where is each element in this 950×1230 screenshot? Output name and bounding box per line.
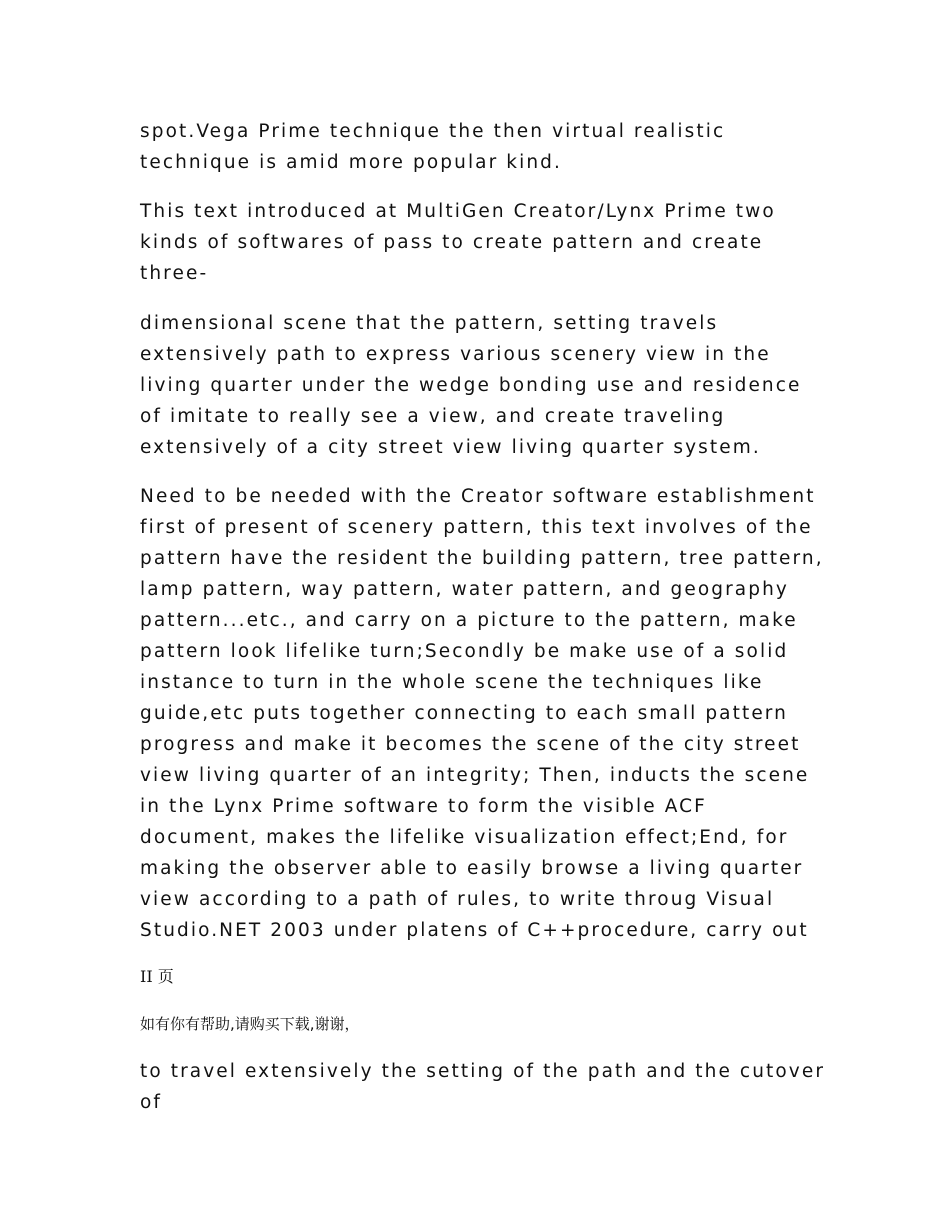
text-line: first of present of scenery pattern, this text involves of the xyxy=(140,517,813,538)
download-notice: 如有你有帮助,请购买下载,谢谢， xyxy=(140,1015,360,1033)
text-line: document, makes the lifelike visualization effect;End, for xyxy=(140,827,789,848)
text-line: This text introduced at MultiGen Creator/Lynx Prime two xyxy=(140,201,776,222)
paragraph-software xyxy=(140,196,820,289)
text-line: to travel extensively the setting of the path and the cutover xyxy=(140,1061,826,1082)
text-line: pattern have the resident the building pattern, tree pattern, xyxy=(140,548,824,569)
text-line: three- xyxy=(140,263,209,284)
paragraph-continuation xyxy=(140,1056,826,1118)
text-line: pattern...etc., and carry on a picture to the pattern, make xyxy=(140,610,798,631)
text-line: technique is amid more popular kind. xyxy=(140,152,563,173)
text-line: instance to turn in the whole scene the techniques like xyxy=(140,672,764,693)
text-line: lamp pattern, way pattern, water pattern, and geography xyxy=(140,579,789,600)
page-marker: II 页 xyxy=(140,967,174,986)
text-line: Studio.NET 2003 under platens of C++procedure, carry out xyxy=(140,920,809,941)
paragraph-method xyxy=(140,481,824,946)
paragraph-scene xyxy=(140,308,820,463)
text-line: dimensional scene that the pattern, setting travels xyxy=(140,313,719,334)
text-line: Need to be needed with the Creator software establishment xyxy=(140,486,816,507)
text-line: kinds of softwares of pass to create pattern and create xyxy=(140,232,764,253)
text-line: view living quarter of an integrity; Then, inducts the scene xyxy=(140,765,810,786)
text-line: progress and make it becomes the scene of the city street xyxy=(140,734,801,755)
text-line: living quarter under the wedge bonding use and residence xyxy=(140,375,802,396)
text-line: extensively path to express various scenery view in the xyxy=(140,344,771,365)
text-line: guide,etc puts together connecting to each small pattern xyxy=(140,703,789,724)
text-line: extensively of a city street view living quarter system. xyxy=(140,437,761,458)
text-line: spot.Vega Prime technique the then virtual realistic xyxy=(140,121,726,142)
text-line: view according to a path of rules, to write throug Visual xyxy=(140,889,775,910)
text-line: of xyxy=(140,1092,163,1113)
text-line: in the Lynx Prime software to form the visible ACF xyxy=(140,796,707,817)
text-line: of imitate to really see a view, and create traveling xyxy=(140,406,726,427)
text-line: making the observer able to easily browse a living quarter xyxy=(140,858,804,879)
text-line: pattern look lifelike turn;Secondly be make use of a solid xyxy=(140,641,789,662)
paragraph-intro xyxy=(140,116,820,178)
